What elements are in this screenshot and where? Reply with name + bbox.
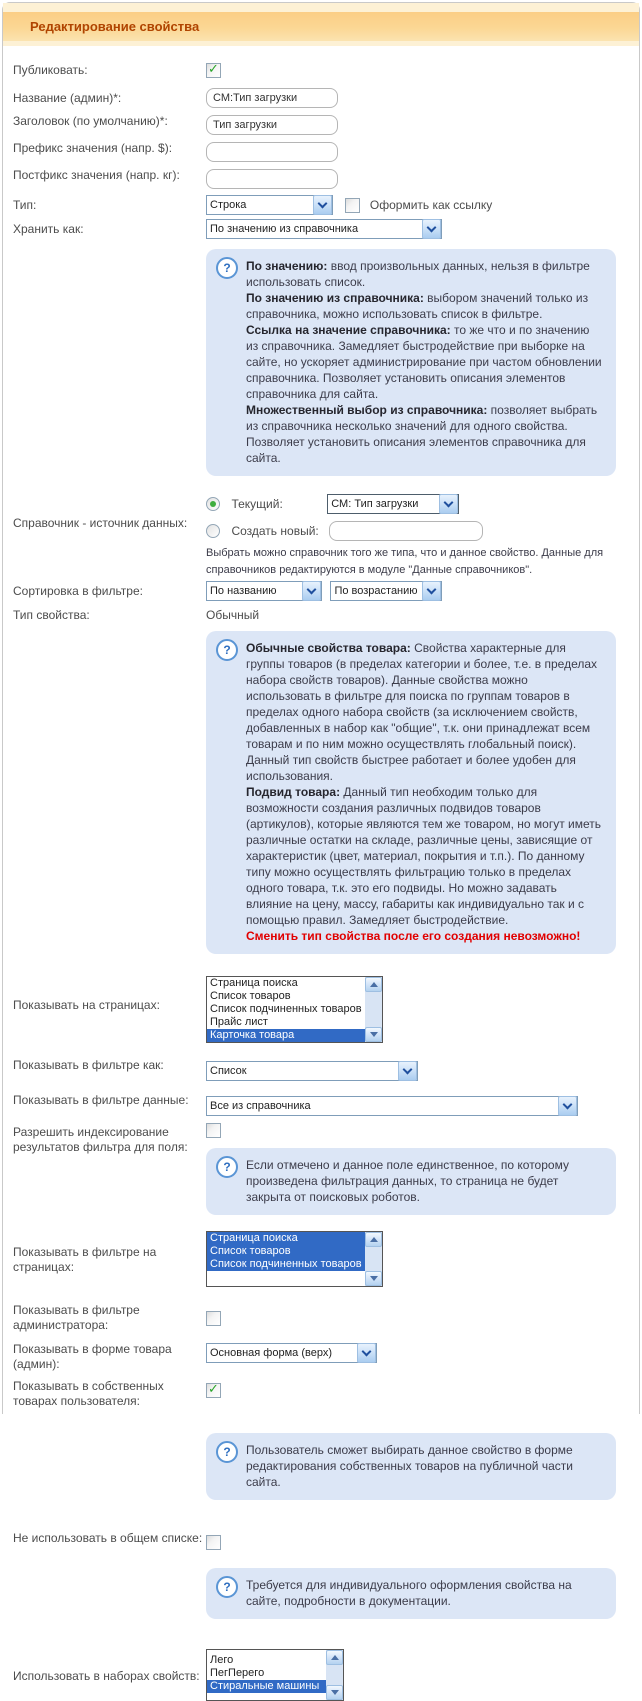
row-help-prop-type	[13, 631, 631, 954]
listbox-option[interactable]: Страница поиска	[210, 977, 298, 989]
prefix-input[interactable]	[206, 142, 338, 162]
row-prop-type	[13, 605, 631, 623]
admin-name-label: Название (админ)*:	[13, 91, 122, 105]
scroll-down-icon[interactable]	[326, 1685, 343, 1700]
prop-type-label: Тип свойства:	[13, 608, 90, 622]
help-seg: Если отмечено и данное поле единственное, по которому произведена фильтрация данных, то страница не будет закрыта от поисковых роботов.	[246, 1158, 569, 1204]
scrollbar[interactable]	[326, 1650, 343, 1700]
help-seg: Пользователь сможет выбирать данное свойство в форме редактирования собственных товаров на публичной части сайта.	[246, 1443, 573, 1489]
page-title: Редактирование свойства	[30, 19, 200, 34]
row-prefix	[13, 138, 631, 162]
chevron-down-icon	[422, 581, 441, 601]
filter-sort-label: Сортировка в фильтре:	[13, 584, 143, 598]
type-label: Тип:	[13, 198, 37, 212]
postfix-label: Постфикс значения (напр. кг):	[13, 168, 180, 182]
row-dictionary	[13, 494, 631, 579]
row-help-store-as	[13, 249, 631, 476]
own-products-label: Показывать в собственных товарах пользователя:	[13, 1379, 164, 1408]
question-icon: ?	[216, 639, 238, 661]
listbox-option[interactable]: Стиральные машины	[207, 1680, 326, 1693]
postfix-input[interactable]	[206, 169, 338, 189]
listbox-option[interactable]: Список товаров	[207, 1245, 365, 1258]
filter-data-value: Все из справочника	[210, 1100, 311, 1112]
dictionary-new-radio[interactable]	[206, 524, 220, 538]
form-content	[3, 46, 639, 1701]
row-filter-sort	[13, 581, 631, 601]
dictionary-new-input[interactable]	[329, 521, 483, 541]
prefix-label: Префикс значения (напр. $):	[13, 141, 173, 155]
help-box-prop-type	[206, 631, 616, 954]
row-type	[13, 195, 631, 215]
allow-indexing-label: Разрешить индексирование результатов фильтра для поля:	[13, 1125, 188, 1154]
row-prop-sets	[13, 1649, 631, 1701]
chevron-down-icon	[422, 219, 441, 239]
row-product-form	[13, 1339, 631, 1372]
filter-as-value: Список	[210, 1065, 247, 1077]
row-allow-indexing	[13, 1122, 631, 1215]
scroll-up-icon[interactable]	[365, 1232, 382, 1247]
scroll-down-icon[interactable]	[365, 1271, 382, 1286]
help-seg: Обычные свойства товара: Свойства характерные для группы товаров (в пределах категории и более, т.е. в пределах набора свойств товаров). Данные свойства можно использовать в фильтре для поиска по группам товаров в пределах одного набора свойств (за исключением свойств, добавленных в набор как "общие", т.к. они принадлежат всем товарам и по ним можно осуществлять глобальный поиск). Данный тип свойств быстрее работает и более удобен для использования.	[246, 641, 598, 783]
help-seg: Подвид товара: Данный тип необходим только для возможности создания различных подвидов товаров (артикулов), которые являются тем же товаром, но могут иметь различные остатки на складе, различные цены, зависящие от характеристик (цвет, материал, покрытия и т.п.). По данному типу можно осуществлять фильтрацию только в пределах одного товара, т.к. это его подвиды. Но можно задавать влияние на цену, массу, габариты как индивидуально так и с помощью правил. Замедляет быстродействие.	[246, 785, 602, 927]
help-box-indexing	[206, 1148, 616, 1215]
dictionary-label: Справочник - источник данных:	[13, 516, 188, 530]
filter-data-select[interactable]	[206, 1096, 578, 1116]
show-on-pages-listbox[interactable]	[206, 976, 383, 1043]
question-icon: ?	[216, 1441, 238, 1463]
help-box-store-as	[206, 249, 616, 476]
row-filter-pages	[13, 1231, 631, 1287]
default-title-input[interactable]	[206, 115, 338, 135]
store-as-label: Хранить как:	[13, 222, 84, 236]
dictionary-current-select[interactable]	[327, 494, 459, 514]
allow-indexing-checkbox[interactable]	[206, 1123, 221, 1138]
row-postfix	[13, 165, 631, 189]
chevron-down-icon	[302, 581, 321, 601]
row-store-as	[13, 219, 631, 239]
listbox-option[interactable]: Карточка товара	[207, 1029, 365, 1042]
listbox-option[interactable]: Список подчиненных товаров	[210, 1003, 362, 1015]
not-in-common-label: Не использовать в общем списке:	[13, 1531, 203, 1545]
listbox-option[interactable]: Список подчиненных товаров	[207, 1258, 365, 1271]
prop-type-warning: Сменить тип свойства после его создания невозможно!	[246, 929, 581, 943]
chevron-down-icon	[558, 1096, 577, 1116]
prop-sets-label: Использовать в наборах свойств:	[13, 1669, 200, 1683]
filter-data-label: Показывать в фильтре данные:	[13, 1093, 189, 1107]
help-box-own-products	[206, 1433, 616, 1500]
header-top-strip	[3, 3, 639, 12]
scrollbar[interactable]	[365, 1232, 382, 1286]
row-show-on-pages	[13, 976, 631, 1043]
dictionary-new-label: Создать новый:	[231, 524, 319, 538]
product-form-label: Показывать в форме товара (админ):	[13, 1342, 172, 1371]
help-seg: Множественный выбор из справочника: позволяет выбрать из справочника несколько значений для одного свойства. Позволяет установить описания элементов справочника для сайта.	[246, 403, 598, 465]
prop-type-value: Обычный	[206, 608, 260, 622]
listbox-option[interactable]: ПегПерего	[210, 1667, 265, 1679]
row-default-title	[13, 111, 631, 135]
publish-label: Публиковать:	[13, 63, 88, 77]
row-not-in-common	[13, 1528, 631, 1552]
check-icon: ✓	[208, 1381, 219, 1397]
page-frame	[2, 2, 640, 1692]
link-checkbox-label: Оформить как ссылку	[369, 198, 493, 212]
default-title-label: Заголовок (по умолчанию)*:	[13, 114, 168, 128]
not-in-common-checkbox[interactable]	[206, 1535, 221, 1550]
chevron-down-icon	[357, 1343, 376, 1363]
store-as-select-value: По значению из справочника	[210, 223, 359, 235]
dictionary-note: Выбрать можно справочник того же типа, что и данное свойство. Данные для справочников редактируются в модуле "Данные справочников".	[206, 547, 604, 576]
store-as-select[interactable]	[206, 219, 442, 239]
publish-checkbox[interactable]	[206, 63, 221, 78]
filter-sort-order-select[interactable]	[330, 581, 442, 601]
filter-sort-field-value: По названию	[210, 585, 277, 597]
dictionary-current-value: СМ: Тип загрузки	[331, 498, 419, 510]
product-form-select[interactable]	[206, 1343, 377, 1363]
listbox-option[interactable]: Страница поиска	[207, 1232, 365, 1245]
row-admin-name	[13, 88, 631, 108]
row-help-own-products	[13, 1433, 631, 1500]
type-select[interactable]	[206, 195, 333, 215]
row-admin-filter	[13, 1300, 631, 1333]
dictionary-current-label: Текущий:	[231, 497, 283, 511]
help-seg: По значению из справочника: выбором значений только из справочника, можно использовать список в фильтре.	[246, 291, 589, 321]
filter-sort-field-select[interactable]	[206, 581, 322, 601]
admin-filter-label: Показывать в фильтре администратора:	[13, 1303, 140, 1332]
dictionary-current-radio[interactable]	[206, 497, 220, 511]
row-filter-data	[13, 1090, 631, 1116]
question-icon: ?	[216, 1576, 238, 1598]
row-own-products	[13, 1376, 631, 1409]
question-icon: ?	[216, 257, 238, 279]
filter-sort-order-value: По возрастанию	[334, 585, 418, 597]
admin-name-input[interactable]	[206, 88, 338, 108]
help-seg: Требуется для индивидуального оформления свойства на сайте, подробности в документации.	[246, 1578, 572, 1608]
own-products-checkbox[interactable]	[206, 1383, 221, 1398]
row-publish	[13, 60, 631, 80]
chevron-down-icon	[313, 195, 332, 215]
admin-filter-checkbox[interactable]	[206, 1311, 221, 1326]
question-icon: ?	[216, 1156, 238, 1178]
prop-sets-listbox[interactable]	[206, 1649, 344, 1701]
scrollbar[interactable]	[365, 977, 382, 1042]
listbox-option[interactable]: Прайс лист	[210, 1016, 268, 1028]
listbox-option[interactable]: Список товаров	[210, 990, 291, 1002]
row-help-common-list	[13, 1568, 631, 1619]
scroll-up-icon[interactable]	[326, 1650, 343, 1665]
check-icon: ✓	[208, 61, 219, 77]
listbox-option[interactable]: Лего	[210, 1654, 234, 1666]
row-filter-as	[13, 1055, 631, 1081]
chevron-down-icon	[439, 494, 458, 514]
filter-pages-listbox[interactable]	[206, 1231, 383, 1287]
show-on-pages-label: Показывать на страницах:	[13, 998, 160, 1012]
help-seg: По значению: ввод произвольных данных, нельзя в фильтре использовать список.	[246, 259, 590, 289]
listbox-option[interactable]	[207, 1271, 365, 1284]
link-checkbox[interactable]	[345, 198, 360, 213]
help-box-common-list	[206, 1568, 616, 1619]
help-seg: Ссылка на значение справочника: то же что и по значению из справочника. Замедляет быстродействие при выборке на сайте, но ускоряет администрирование при частом обновлении справочника. Позволяет установить описания элементов справочника для сайта.	[246, 323, 602, 401]
chevron-down-icon	[398, 1061, 417, 1081]
page-header	[3, 12, 639, 41]
type-select-value: Строка	[210, 199, 247, 211]
scroll-up-icon[interactable]	[365, 977, 382, 992]
filter-as-label: Показывать в фильтре как:	[13, 1058, 164, 1072]
product-form-value: Основная форма (верх)	[210, 1347, 332, 1359]
scroll-down-icon[interactable]	[365, 1027, 382, 1042]
filter-pages-label: Показывать в фильтре на страницах:	[13, 1245, 157, 1274]
filter-as-select[interactable]	[206, 1061, 418, 1081]
